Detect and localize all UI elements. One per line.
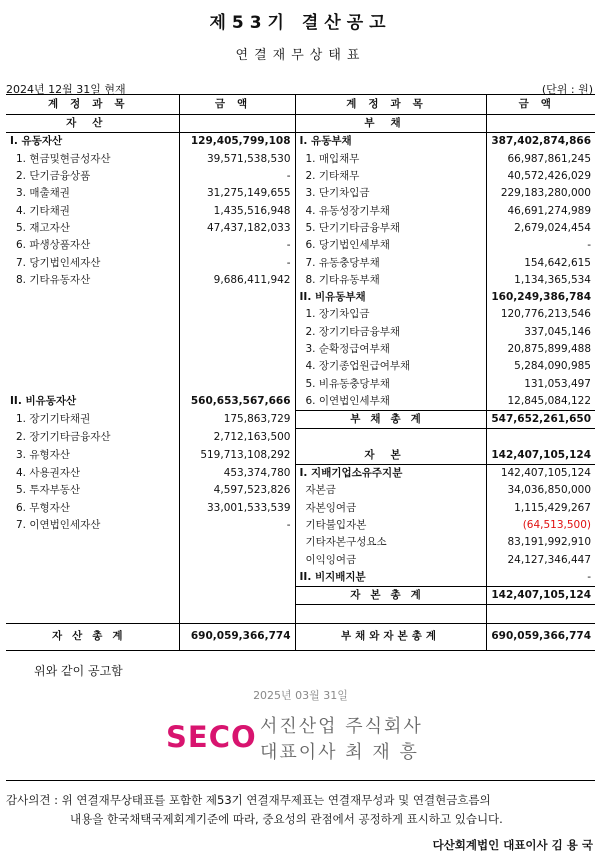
- noncurrent-liabilities-label: II. 비유동부채: [295, 289, 486, 306]
- company-logo: SECO: [166, 720, 257, 754]
- current-liabilities-label: I. 유동부채: [295, 133, 486, 151]
- total-liabilities-value: 547,652,261,650: [486, 411, 595, 429]
- current-liabilities-value: 387,402,874,866: [486, 133, 595, 151]
- table-row: 5. 투자부동산 4,597,523,826 자본금 34,036,850,000: [6, 482, 595, 499]
- table-row: 5. 재고자산 47,437,182,033 5. 단기기타금융부채 2,679,024,454: [6, 220, 595, 237]
- current-assets-value: 129,405,799,108: [179, 133, 295, 151]
- table-row: 1. 현금및현금성자산 39,571,538,530 1. 매입채무 66,987,861,245: [6, 151, 595, 168]
- parent-equity-value: 142,407,105,124: [486, 464, 595, 482]
- table-row: 7. 당기법인세자산 - 7. 유동충당부채 154,642,615: [6, 254, 595, 271]
- equity-section-value: 142,407,105,124: [486, 447, 595, 465]
- total-liab-equity-value: 690,059,366,774: [486, 623, 595, 650]
- table-header-row: [6, 95, 595, 115]
- total-assets-value: 690,059,366,774: [179, 623, 295, 650]
- audit-opinion-line-1: 감사의견 : 위 연결재무상태표를 포함한 제53기 연결재무제표는 연결재무성과 및 연결현금흐름의: [6, 793, 491, 807]
- total-liab-equity-label: 부채와자본총계: [295, 623, 486, 650]
- table-row: [6, 133, 595, 151]
- table-row: [6, 605, 595, 623]
- assets-section-label: 자산: [6, 115, 179, 133]
- totals-row: [6, 623, 595, 650]
- table-row: 3. 순확정급여부채 20,875,899,488: [6, 341, 595, 358]
- table-row: 1. 장기차입금 120,776,213,546: [6, 306, 595, 323]
- table-row: 이익잉여금 24,127,346,447: [6, 551, 595, 568]
- parent-equity-label: I. 지배기업소유주지분: [295, 464, 486, 482]
- table-row: 5. 비유동충당부채 131,053,497: [6, 375, 595, 392]
- page-title: 제53기 결산공고: [209, 13, 392, 33]
- total-assets-label: 자산총계: [6, 623, 179, 650]
- table-row: 4. 사용권자산 453,374,780 I. 지배기업소유주지분 142,407,105,124: [6, 464, 595, 482]
- total-liabilities-label: 부채총계: [295, 411, 486, 429]
- report-date: 2024년 12월 31일 현재: [6, 83, 126, 96]
- total-equity-value: 142,407,105,124: [486, 587, 595, 605]
- current-assets-label: I. 유동자산: [10, 135, 63, 148]
- table-row: 2. 장기기타금융부채 337,045,146: [6, 324, 595, 341]
- table-row: [6, 289, 595, 306]
- auditor-signature: 다산회계법인 대표이사 김 용 국: [432, 838, 593, 852]
- table-row: 7. 이연법인세자산 - 기타불입자본 (64,513,500): [6, 517, 595, 534]
- table-row: 기타자본구성요소 83,191,992,910: [6, 534, 595, 551]
- total-equity-label: 자본총계: [295, 587, 486, 605]
- header-amount-left: 금액: [179, 95, 295, 115]
- table-row: II. 비유동자산 560,653,567,666 6. 이연법인세부채 12,845,084,122: [6, 393, 595, 411]
- table-row: [6, 115, 595, 133]
- table-row: 6. 파생상품자산 - 6. 당기법인세부채 -: [6, 237, 595, 254]
- table-row: 1. 장기기타채권 175,863,729 부채총계 547,652,261,650: [6, 411, 595, 429]
- table-row: 2. 장기기타금융자산 2,712,163,500: [6, 429, 595, 447]
- publish-date: 2025년 03월 31일: [253, 689, 348, 702]
- divider: [6, 780, 595, 781]
- nci-value: -: [486, 569, 595, 587]
- table-row: 2. 단기금융상품 - 2. 기타채무 40,572,426,029: [6, 168, 595, 185]
- negative-value: (64,513,500): [486, 517, 595, 534]
- company-name: 서진산업 주식회사: [260, 716, 423, 737]
- table-row: 4. 기타채권 1,435,516,948 4. 유동성장기부채 46,691,274,989: [6, 202, 595, 219]
- balance-sheet-table: [6, 94, 595, 651]
- table-row: 8. 기타유동자산 9,686,411,942 8. 기타유동부채 1,134,365,534: [6, 272, 595, 289]
- header-account-right: 계정과목: [295, 95, 486, 115]
- equity-section-label: 자본: [295, 447, 486, 465]
- unit-label: (단위 : 원): [541, 83, 593, 96]
- closing-statement: 위와 같이 공고함: [34, 664, 123, 678]
- table-row: 4. 장기종업원급여부채 5,284,090,985: [6, 358, 595, 375]
- noncurrent-liabilities-value: 160,249,386,784: [486, 289, 595, 306]
- statement-subtitle: 연결재무상태표: [235, 48, 366, 63]
- nci-label: II. 비지배지분: [295, 569, 486, 587]
- noncurrent-assets-label: II. 비유동자산: [10, 395, 77, 408]
- table-row: 6. 무형자산 33,001,533,539 자본잉여금 1,115,429,267: [6, 500, 595, 517]
- table-row: [6, 587, 595, 605]
- table-row: 3. 유형자산 519,713,108,292 자본 142,407,105,124: [6, 447, 595, 465]
- ceo-name: 대표이사 최 재 흥: [260, 742, 419, 763]
- audit-opinion-line-2: 내용을 한국채택국제회계기준에 따라, 중요성의 관점에서 공정하게 표시하고 있습니다.: [70, 812, 503, 826]
- table-row: [6, 569, 595, 587]
- header-account-left: 계정과목: [6, 95, 179, 115]
- header-amount-right: 금액: [486, 95, 595, 115]
- table-row: 3. 매출채권 31,275,149,655 3. 단기차입금 229,183,280,000: [6, 185, 595, 202]
- noncurrent-assets-value: 560,653,567,666: [179, 393, 295, 411]
- liabilities-section-label: 부채: [295, 115, 486, 133]
